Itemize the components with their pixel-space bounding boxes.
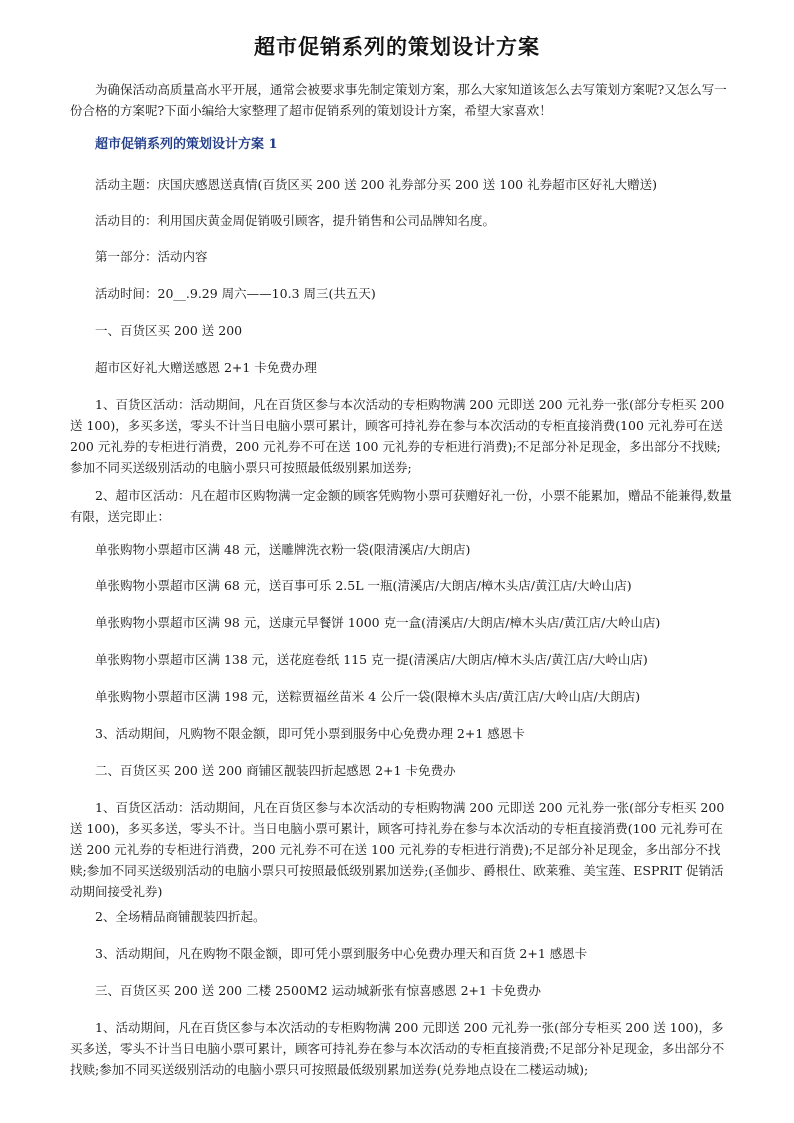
heading-item-three: 三、百货区买 200 送 200 二楼 2500M2 运动城新张有惊喜感恩 2+1 卡免费办 [95, 983, 541, 998]
paragraph-theme: 活动主题：庆国庆感恩送真情(百货区买 200 送 200 礼券部分买 200 送 100 礼券超市区好礼大赠送) [95, 177, 657, 192]
list-item-gift-138: 单张购物小票超市区满 138 元，送花庭卷纸 115 克一提(清溪店/大朗店/樟木头店/黄江店/大岭山店) [95, 652, 648, 667]
paragraph-supermarket-gift: 超市区好礼大赠送感恩 2+1 卡免费办理 [95, 360, 317, 375]
paragraph-department-activity: 1、百货区活动：活动期间，凡在百货区参与本次活动的专柜购物满 200 元即送 200 元礼券一张(部分专柜买 200 送 100)，多买多送，零头不计当日电脑小票可累计，顾客可持礼券在参与本次活动的专柜直接消费(100 元礼券可在送 200 元礼券的专柜进行消费，200 元礼券不可在送 100 元礼券的专柜进行消费);不足部分补足现金，多出部分不找赎;参加不同买送级别活动的电脑小票只可按照最低级别累加送券; [70, 397, 725, 475]
paragraph-card-offer: 3、活动期间，凡购物不限金额，即可凭小票到服务中心免费办理 2+1 感恩卡 [95, 726, 525, 741]
paragraph-purpose: 活动目的：利用国庆黄金周促销吸引顾客，提升销售和公司品牌知名度。 [95, 213, 496, 228]
heading-item-two: 二、百货区买 200 送 200 商铺区靓装四折起感恩 2+1 卡免费办 [95, 763, 456, 778]
list-item-gift-98: 单张购物小票超市区满 98 元，送康元早餐饼 1000 克一盒(清溪店/大朗店/樟木头店/黄江店/大岭山店) [95, 615, 661, 630]
list-item-gift-48: 单张购物小票超市区满 48 元，送雕牌洗衣粉一袋(限清溪店/大朗店) [95, 542, 471, 557]
document-title: 超市促销系列的策划设计方案 [254, 35, 540, 59]
paragraph-boutique-discount: 2、全场精品商铺靓装四折起。 [95, 909, 266, 924]
paragraph-supermarket-activity: 2、超市区活动：凡在超市区购物满一定金额的顾客凭购物小票可获赠好礼一份，小票不能累加，赠品不能兼得,数量有限，送完即止： [70, 488, 732, 524]
paragraph-department-activity-three: 1、活动期间，凡在百货区参与本次活动的专柜购物满 200 元即送 200 元礼券一张(部分专柜买 200 送 100)，多买多送，零头不计当日电脑小票可累计，顾客可持礼券在参与本次活动的专柜直接消费;不足部分补足现金，多出部分不找赎;参加不同买送级别活动的电脑小票只可按照最低级别累加送券(兑券地点设在二楼运动城); [70, 1020, 725, 1077]
paragraph-department-activity-two: 1、百货区活动：活动期间，凡在百货区参与本次活动的专柜购物满 200 元即送 200 元礼券一张(部分专柜买 200 送 100)，多买多送，零头不计。当日电脑小票可累计，顾客可持礼券在参与本次活动的专柜直接消费(100 元礼券可在送 200 元礼券的专柜进行消费，200 元礼券不可在送 100 元礼券的专柜进行消费);不足部分补足现金，多出部分不找赎;参加不同买送级别活动的电脑小票只可按照最低级别累加送券;(圣伽步、爵根仕、欧莱雅、美宝莲、ESPRIT 促销活动期间接受礼券) [70, 800, 725, 899]
heading-item-one: 一、百货区买 200 送 200 [95, 323, 243, 338]
paragraph-part-one: 第一部分：活动内容 [95, 249, 208, 264]
paragraph-time: 活动时间：20__.9.29 周六——10.3 周三(共五天) [95, 286, 376, 301]
list-item-gift-198: 单张购物小票超市区满 198 元，送粽贾福丝苗米 4 公斤一袋(限樟木头店/黄江店/大岭山店/大朗店) [95, 689, 641, 704]
list-item-gift-68: 单张购物小票超市区满 68 元，送百事可乐 2.5L 一瓶(清溪店/大朗店/樟木头店/黄江店/大岭山店) [95, 578, 632, 593]
paragraph-card-offer-two: 3、活动期间，凡在购物不限金额，即可凭小票到服务中心免费办理天和百货 2+1 感恩卡 [95, 946, 588, 961]
intro-paragraph: 为确保活动高质量高水平开展，通常会被要求事先制定策划方案，那么大家知道该怎么去写策划方案呢?又怎么写一份合格的方案呢?下面小编给大家整理了超市促销系列的策划设计方案，希望大家喜欢！ [70, 82, 727, 118]
section-heading: 超市促销系列的策划设计方案 1 [95, 137, 278, 152]
